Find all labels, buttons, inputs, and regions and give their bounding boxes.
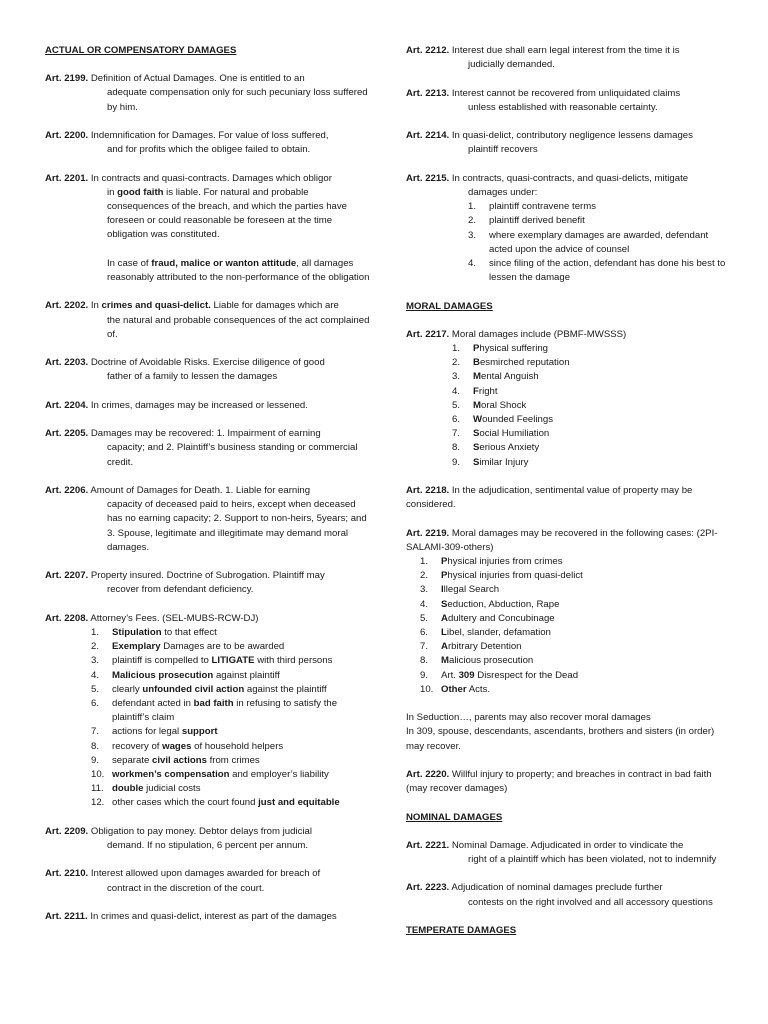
text-run: plaintiff contravene terms xyxy=(489,201,597,213)
article-text: In quasi-delict, contributory negligence lessens damages xyxy=(451,130,693,142)
bold-term: F xyxy=(473,385,479,397)
bold-term: 309 xyxy=(458,669,475,681)
list-item xyxy=(420,569,731,583)
list-number: 12. xyxy=(91,797,105,809)
list-item xyxy=(91,683,370,697)
article-2203 xyxy=(45,356,370,384)
list-item xyxy=(420,626,731,640)
article-text: Damages may be recovered: 1. Impairment of earning xyxy=(90,428,321,440)
article-number: Art. 2213. xyxy=(406,87,450,99)
article-text-continued: damages under: xyxy=(468,186,538,198)
article-text-continued: contract in the discretion of the court. xyxy=(107,882,265,894)
list-item xyxy=(452,441,731,455)
list-item xyxy=(91,768,370,782)
bold-term: B xyxy=(473,357,480,369)
list-number: 1. xyxy=(468,201,477,213)
bold-term: S xyxy=(473,428,480,440)
bold-term: Exemplary xyxy=(112,641,161,653)
text-run: hysical injuries from quasi-delict xyxy=(447,570,583,582)
article-2221 xyxy=(406,839,731,867)
article-text-continued: demand. If no stipulation, 6 percent per annum. xyxy=(107,840,309,851)
article-text-continued: capacity; and 2. Plaintiff’s business standing or commercial credit. xyxy=(107,442,358,468)
article-2220 xyxy=(406,768,731,796)
list-number: 10. xyxy=(420,683,434,695)
list-item xyxy=(91,640,370,654)
article-2201 xyxy=(45,172,370,286)
article-2210 xyxy=(45,867,370,895)
text-run: dultery and Concubinage xyxy=(447,612,555,624)
text-run: esmirched reputation xyxy=(479,357,570,369)
left-column xyxy=(45,44,370,938)
list-number: 2. xyxy=(468,215,477,227)
bold-term: unfounded civil action xyxy=(142,683,245,695)
article-text-continued xyxy=(45,186,370,243)
article-2213 xyxy=(406,87,731,115)
article-2208 xyxy=(45,612,370,811)
text-run: where exemplary damages are awarded, defendant acted upon the advice of counsel xyxy=(489,229,709,255)
bold-term: Other xyxy=(441,683,467,695)
attorney-fees-list xyxy=(45,626,370,811)
article-number: Art. 2203. xyxy=(45,357,89,369)
bold-term: double xyxy=(112,783,144,795)
bold-term: fraud, malice or wanton attitude xyxy=(151,257,297,269)
article-text-continued: father of a family to lessen the damages xyxy=(107,371,278,383)
text-run: against plaintiff xyxy=(213,669,280,681)
text-run: eduction, Abduction, Rape xyxy=(447,598,560,610)
bold-term: M xyxy=(441,655,449,667)
article-text-continued: capacity of deceased paid to heirs, except when deceased has no earning capacity; 2. Support to non-heirs, 5years; and 3. Spouse, legitimate and illegitimate may demand moral damages. xyxy=(107,499,367,553)
article-text: In contracts and quasi-contracts. Damages which obligor xyxy=(90,172,332,184)
article-text: Nominal Damage. Adjudicated in order to vindicate the xyxy=(451,839,684,851)
text-run: Acts. xyxy=(466,683,491,695)
article-text: Obligation to pay money. Debtor delays from judicial xyxy=(90,825,312,837)
bold-term: M xyxy=(473,399,481,411)
article-number: Art. 2211. xyxy=(45,910,88,922)
bold-term: P xyxy=(473,343,480,354)
list-item xyxy=(452,385,731,399)
article-number: Art. 2205. xyxy=(45,428,89,440)
article-number: Art. 2220. xyxy=(406,769,450,781)
text-run: from crimes xyxy=(206,754,260,766)
bold-term: Stipulation xyxy=(112,626,162,638)
list-item xyxy=(91,654,370,668)
bold-term: LITIGATE xyxy=(211,655,255,667)
bold-term: Malicious prosecution xyxy=(112,669,214,681)
article-number: Art. 2221. xyxy=(406,839,450,851)
list-item xyxy=(468,200,731,214)
list-item xyxy=(420,583,731,597)
text-run: ocial Humiliation xyxy=(479,428,550,440)
note-line: In Seduction…, parents may also recover moral damages xyxy=(406,712,651,724)
list-number: 2. xyxy=(420,570,429,582)
list-item xyxy=(452,356,731,370)
article-number: Art. 2209. xyxy=(45,825,89,837)
article-number: Art. 2218. xyxy=(406,485,450,497)
list-number: 9. xyxy=(452,456,461,468)
article-text: Doctrine of Avoidable Risks. Exercise diligence of good xyxy=(90,357,325,369)
article-text: Interest cannot be recovered from unliquidated claims xyxy=(451,87,681,99)
article-text: Interest allowed upon damages awarded for breach of xyxy=(90,868,321,880)
list-number: 3. xyxy=(420,584,429,596)
article-text-continued: judicially demanded. xyxy=(468,59,555,71)
list-number: 4. xyxy=(420,598,429,610)
article-2219 xyxy=(406,527,731,697)
list-item xyxy=(420,555,731,569)
bold-term: W xyxy=(473,414,483,426)
list-item xyxy=(452,413,731,427)
list-number: 1. xyxy=(420,556,429,568)
list-number: 6. xyxy=(91,697,100,709)
list-number: 3. xyxy=(452,371,461,383)
list-number: 1. xyxy=(452,343,461,354)
bold-term: support xyxy=(181,726,218,738)
article-number: Art. 2207. xyxy=(45,570,89,582)
text-run: plaintiff is compelled to xyxy=(112,655,212,667)
list-number: 7. xyxy=(452,428,461,440)
list-item xyxy=(91,669,370,683)
list-number: 10. xyxy=(91,769,105,780)
bold-term: good faith xyxy=(117,186,164,198)
list-item xyxy=(468,229,731,257)
article-2200 xyxy=(45,129,370,157)
article-text-continued: and for profits which the obligee failed to obtain. xyxy=(107,144,311,156)
list-item xyxy=(452,342,731,356)
article-number: Art. 2210. xyxy=(45,868,89,880)
list-number: 1. xyxy=(91,626,100,638)
list-item xyxy=(452,456,731,470)
text-run: of household helpers xyxy=(191,740,284,752)
text-run: hysical injuries from crimes xyxy=(447,556,563,568)
article-text: In the adjudication, sentimental value of property may be considered. xyxy=(406,485,693,511)
article-2206 xyxy=(45,484,370,555)
text-run: is liable. For natural and probable consequences of the breach, and which the parties have foreseen or could reasonable be foreseen at the time obligation was constituted. xyxy=(107,186,348,241)
list-item xyxy=(91,626,370,640)
article-number: Art. 2215. xyxy=(406,172,450,184)
article-number: Art. 2204. xyxy=(45,399,89,411)
article-text-continued: recover from defendant deficiency. xyxy=(107,584,254,596)
article-number: Art. 2199. xyxy=(45,73,89,85)
article-text: Moral damages include (PBMF-MWSSS) xyxy=(451,328,627,340)
list-number: 5. xyxy=(91,683,100,695)
text-run: ibel, slander, defamation xyxy=(446,627,551,639)
list-item xyxy=(468,257,731,285)
list-number: 11. xyxy=(91,783,104,795)
text-run: llegal Search xyxy=(443,584,500,596)
article-text-continued: plaintiff recovers xyxy=(468,144,538,156)
article-text: Indemnification for Damages. For value of loss suffered, xyxy=(90,130,329,141)
article-2202 xyxy=(45,299,370,342)
text-run: in refusing to satisfy the plaintiff’s claim xyxy=(112,697,338,724)
article-text: Adjudication of nominal damages preclude further xyxy=(451,882,663,894)
list-item xyxy=(420,598,731,612)
article-number: Art. 2212. xyxy=(406,45,450,56)
list-item xyxy=(420,669,731,683)
list-number: 3. xyxy=(468,229,477,241)
list-item xyxy=(420,640,731,654)
list-number: 6. xyxy=(452,414,461,426)
article-2217 xyxy=(406,328,731,470)
list-number: 5. xyxy=(452,399,461,411)
text-run: in xyxy=(107,186,118,198)
section-heading-actual-damages: ACTUAL OR COMPENSATORY DAMAGES xyxy=(45,45,237,56)
list-number: 2. xyxy=(91,641,100,653)
mitigation-list xyxy=(406,200,731,285)
list-item xyxy=(452,427,731,441)
text-run: rbitrary Detention xyxy=(447,641,522,653)
text-run: alicious prosecution xyxy=(449,655,534,667)
list-item xyxy=(91,740,370,754)
text-run: imilar Injury xyxy=(479,456,529,468)
bold-term: L xyxy=(441,627,447,639)
list-item xyxy=(420,612,731,626)
text-run: Art. xyxy=(441,669,459,681)
bold-term: S xyxy=(473,456,480,468)
article-text: Moral damages may be recovered in the following cases: (2PI-SALAMI-309-others) xyxy=(406,527,718,553)
list-number: 8. xyxy=(91,740,100,752)
text-run: In case of xyxy=(107,257,152,269)
text-run: right xyxy=(478,385,498,397)
list-number: 9. xyxy=(420,669,429,681)
article-text-continued: contests on the right involved and all accessory questions xyxy=(468,896,713,908)
list-item xyxy=(91,782,370,796)
article-2199 xyxy=(45,72,370,115)
article-text-continued: right of a plaintiff which has been violated, not to indemnify xyxy=(468,854,717,866)
text-run: since filing of the action, defendant has done his best to lessen the damage xyxy=(489,258,726,284)
article-text-continued: adequate compensation only for such pecuniary loss suffered by him. xyxy=(107,87,368,113)
text-run: In xyxy=(90,300,102,312)
moral-damages-list xyxy=(406,342,731,470)
article-text: Amount of Damages for Death. 1. Liable for earning xyxy=(90,484,311,496)
article-number: Art. 2217. xyxy=(406,328,450,340)
list-number: 5. xyxy=(420,612,429,624)
article-2215 xyxy=(406,172,731,286)
list-number: 8. xyxy=(420,655,429,667)
bold-term: I xyxy=(441,584,444,596)
text-run: actions for legal xyxy=(112,726,182,738)
article-2209 xyxy=(45,825,370,853)
bold-term: workmen’s compensation xyxy=(112,769,230,780)
article-number: Art. 2206. xyxy=(45,484,89,496)
bold-term: S xyxy=(441,598,448,610)
text-run: Disrespect for the Dead xyxy=(474,669,579,681)
article-text: Definition of Actual Damages. One is entitled to an xyxy=(90,73,305,85)
text-run: and employer’s liability xyxy=(229,769,329,780)
article-paragraph xyxy=(45,257,370,285)
bold-term: bad faith xyxy=(193,697,234,709)
text-run: ounded Feelings xyxy=(482,414,554,426)
article-2214 xyxy=(406,129,731,157)
bold-term: S xyxy=(473,442,480,454)
moral-damages-cases-list xyxy=(406,555,731,697)
article-number: Art. 2208. xyxy=(45,612,89,624)
list-number: 3. xyxy=(91,655,100,667)
article-2223 xyxy=(406,881,731,909)
bold-term: P xyxy=(441,570,448,582)
article-number: Art. 2214. xyxy=(406,130,450,142)
text-run: , all damages reasonably attributed to the non-performance of the obligation xyxy=(107,257,370,283)
article-text: Attorney’s Fees. (SEL-MUBS-RCW-DJ) xyxy=(90,612,259,624)
bold-term: A xyxy=(441,612,448,624)
article-2211 xyxy=(45,910,370,924)
list-item xyxy=(91,725,370,739)
article-text-continued: unless established with reasonable certainty. xyxy=(468,101,658,113)
text-run: Liable for damages which are xyxy=(210,300,339,312)
article-2212 xyxy=(406,44,731,72)
list-number: 7. xyxy=(420,641,429,653)
list-number: 6. xyxy=(420,627,429,639)
list-number: 9. xyxy=(91,754,100,766)
article-number: Art. 2200. xyxy=(45,130,89,141)
bold-term: P xyxy=(441,556,448,568)
text-run: erious Anxiety xyxy=(479,442,540,454)
section-heading-moral-damages: MORAL DAMAGES xyxy=(406,300,493,312)
article-number: Art. 2202. xyxy=(45,300,89,312)
article-number: Art. 2201. xyxy=(45,172,89,184)
list-number: 4. xyxy=(468,258,477,269)
bold-term: civil actions xyxy=(152,754,207,766)
text-run: with third persons xyxy=(254,655,333,667)
text-run: plaintiff derived benefit xyxy=(489,215,585,227)
text-run: separate xyxy=(112,754,153,766)
text-run: oral Shock xyxy=(481,399,527,411)
list-number: 4. xyxy=(91,669,100,681)
bold-term: A xyxy=(441,641,448,653)
article-text: In crimes, damages may be increased or lessened. xyxy=(90,399,308,411)
text-run: clearly xyxy=(112,683,143,695)
article-text: In crimes and quasi-delict, interest as part of the damages xyxy=(90,910,337,922)
text-run: Damages are to be awarded xyxy=(160,641,285,653)
article-2207 xyxy=(45,569,370,597)
list-item xyxy=(91,796,370,810)
list-item xyxy=(420,683,731,697)
text-run: hysical suffering xyxy=(479,343,549,354)
text-run: to that effect xyxy=(161,626,217,638)
section-heading-temperate-damages: TEMPERATE DAMAGES xyxy=(406,925,517,937)
list-item xyxy=(420,654,731,668)
article-text: Willful injury to property; and breaches in contract in bad faith (may recover damages) xyxy=(406,769,712,795)
text-run: judicial costs xyxy=(143,783,201,795)
list-number: 2. xyxy=(452,357,461,369)
article-2218 xyxy=(406,484,731,512)
list-number: 4. xyxy=(452,385,461,397)
article-text-continued: the natural and probable consequences of the act complained of. xyxy=(107,314,370,340)
text-run: ental Anguish xyxy=(481,371,539,383)
bold-term: M xyxy=(473,371,481,383)
bold-term: crimes and quasi-delict. xyxy=(101,300,211,312)
article-2205 xyxy=(45,427,370,470)
list-item xyxy=(91,754,370,768)
list-number: 8. xyxy=(452,442,461,454)
text-run: recovery of xyxy=(112,740,163,752)
bold-term: wages xyxy=(162,740,192,752)
list-item xyxy=(91,697,370,725)
section-heading-nominal-damages: NOMINAL DAMAGES xyxy=(406,811,503,823)
article-text: Property insured. Doctrine of Subrogation. Plaintiff may xyxy=(90,570,325,582)
list-item xyxy=(452,399,731,413)
article-number: Art. 2219. xyxy=(406,527,450,539)
note-line: In 309, spouse, descendants, ascendants, brothers and sisters (in order) may recover. xyxy=(406,726,715,752)
article-number: Art. 2223. xyxy=(406,882,450,894)
article-2204 xyxy=(45,399,370,413)
list-item xyxy=(452,370,731,384)
right-column xyxy=(406,44,731,952)
list-item xyxy=(468,214,731,228)
text-run: against the plaintiff xyxy=(244,683,327,695)
list-number: 7. xyxy=(91,726,100,738)
article-text: Interest due shall earn legal interest from the time it is xyxy=(451,45,680,56)
article-text: In contracts, quasi-contracts, and quasi-delicts, mitigate xyxy=(451,172,689,184)
seduction-note xyxy=(406,711,731,754)
text-run: other cases which the court found xyxy=(112,797,259,809)
text-run: defendant acted in xyxy=(112,697,194,709)
bold-term: just and equitable xyxy=(258,797,340,809)
